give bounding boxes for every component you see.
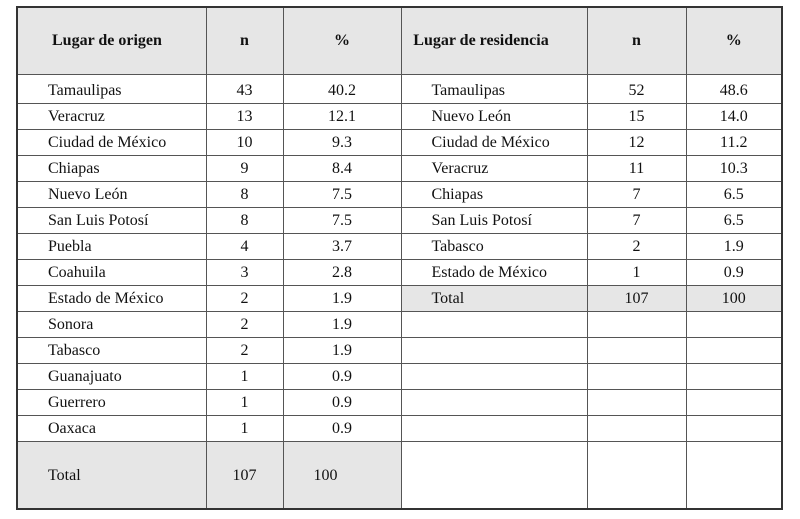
origin-total-n: 107 [206,442,283,510]
residence-n-cell: 1 [587,260,686,286]
origin-pct-cell: 7.5 [283,182,401,208]
table-row [17,260,782,286]
origin-place-cell: Veracruz [17,104,206,130]
empty-cell [587,312,686,338]
residence-place-cell: Tabasco [401,234,587,260]
residence-place-cell: Tamaulipas [401,75,587,104]
residence-n-cell: 52 [587,75,686,104]
header-residence-pct: % [686,7,782,75]
header-origin-pct: % [283,7,401,75]
empty-cell [587,442,686,510]
empty-cell [686,416,782,442]
table-row [17,130,782,156]
origin-total-pct: 100 [283,442,401,510]
origin-place-cell: Guerrero [17,390,206,416]
header-residence-place: Lugar de residencia [401,7,587,75]
table-row [17,312,782,338]
table-row [17,104,782,130]
table-row [17,416,782,442]
origin-pct-cell: 8.4 [283,156,401,182]
origin-total-row [17,442,782,510]
residence-pct-cell: 6.5 [686,208,782,234]
table-row [17,182,782,208]
origin-n-cell: 43 [206,75,283,104]
empty-cell [587,416,686,442]
origin-place-cell: Estado de México [17,286,206,312]
origin-n-cell: 1 [206,364,283,390]
origin-n-cell: 13 [206,104,283,130]
origin-n-cell: 3 [206,260,283,286]
residence-place-cell: Nuevo León [401,104,587,130]
empty-cell [401,442,587,510]
residence-place-cell: Veracruz [401,156,587,182]
origin-pct-cell: 0.9 [283,390,401,416]
empty-cell [686,312,782,338]
origin-place-cell: Chiapas [17,156,206,182]
empty-cell [401,312,587,338]
empty-cell [401,390,587,416]
table-row [17,234,782,260]
empty-cell [587,364,686,390]
origin-pct-cell: 12.1 [283,104,401,130]
origin-n-cell: 2 [206,286,283,312]
residence-n-cell: 11 [587,156,686,182]
residence-total-label: Total [401,286,587,312]
origin-pct-cell: 7.5 [283,208,401,234]
residence-n-cell: 2 [587,234,686,260]
origin-pct-cell: 3.7 [283,234,401,260]
table-row [17,286,782,312]
empty-cell [587,338,686,364]
origin-pct-cell: 40.2 [283,75,401,104]
origin-place-cell: Puebla [17,234,206,260]
residence-pct-cell: 11.2 [686,130,782,156]
origin-place-cell: Sonora [17,312,206,338]
empty-cell [401,338,587,364]
table-row [17,75,782,104]
residence-pct-cell: 48.6 [686,75,782,104]
empty-cell [686,390,782,416]
origin-n-cell: 1 [206,390,283,416]
empty-cell [401,416,587,442]
table-body [17,75,782,510]
header-row [17,7,782,75]
table-row [17,364,782,390]
table-row [17,208,782,234]
origin-place-cell: Oaxaca [17,416,206,442]
residence-place-cell: Estado de México [401,260,587,286]
origin-n-cell: 8 [206,182,283,208]
origin-total-label: Total [17,442,206,510]
residence-total-pct: 100 [686,286,782,312]
residence-pct-cell: 1.9 [686,234,782,260]
residence-total-n: 107 [587,286,686,312]
table-row [17,338,782,364]
table-container [16,6,783,510]
residence-n-cell: 12 [587,130,686,156]
origin-n-cell: 9 [206,156,283,182]
origin-place-cell: San Luis Potosí [17,208,206,234]
origin-pct-cell: 2.8 [283,260,401,286]
empty-cell [686,338,782,364]
origin-pct-cell: 1.9 [283,312,401,338]
origin-place-cell: Tamaulipas [17,75,206,104]
origin-n-cell: 2 [206,312,283,338]
origin-pct-cell: 9.3 [283,130,401,156]
residence-pct-cell: 14.0 [686,104,782,130]
origin-place-cell: Nuevo León [17,182,206,208]
residence-place-cell: Ciudad de México [401,130,587,156]
origin-place-cell: Tabasco [17,338,206,364]
origin-n-cell: 8 [206,208,283,234]
residence-pct-cell: 10.3 [686,156,782,182]
origin-place-cell: Coahuila [17,260,206,286]
origin-place-cell: Guanajuato [17,364,206,390]
residence-place-cell: Chiapas [401,182,587,208]
empty-cell [401,364,587,390]
origin-pct-cell: 0.9 [283,364,401,390]
origin-pct-cell: 1.9 [283,338,401,364]
residence-pct-cell: 0.9 [686,260,782,286]
empty-cell [587,390,686,416]
header-origin-n: n [206,7,283,75]
origin-n-cell: 4 [206,234,283,260]
table-row [17,390,782,416]
origin-place-cell: Ciudad de México [17,130,206,156]
residence-pct-cell: 6.5 [686,182,782,208]
origin-n-cell: 1 [206,416,283,442]
origin-n-cell: 10 [206,130,283,156]
origin-n-cell: 2 [206,338,283,364]
origin-pct-cell: 0.9 [283,416,401,442]
origin-residence-table [16,6,783,510]
residence-place-cell: San Luis Potosí [401,208,587,234]
header-residence-n: n [587,7,686,75]
residence-n-cell: 7 [587,182,686,208]
empty-cell [686,442,782,510]
table-row [17,156,782,182]
empty-cell [686,364,782,390]
header-origin-place: Lugar de origen [17,7,206,75]
residence-n-cell: 7 [587,208,686,234]
origin-pct-cell: 1.9 [283,286,401,312]
residence-n-cell: 15 [587,104,686,130]
